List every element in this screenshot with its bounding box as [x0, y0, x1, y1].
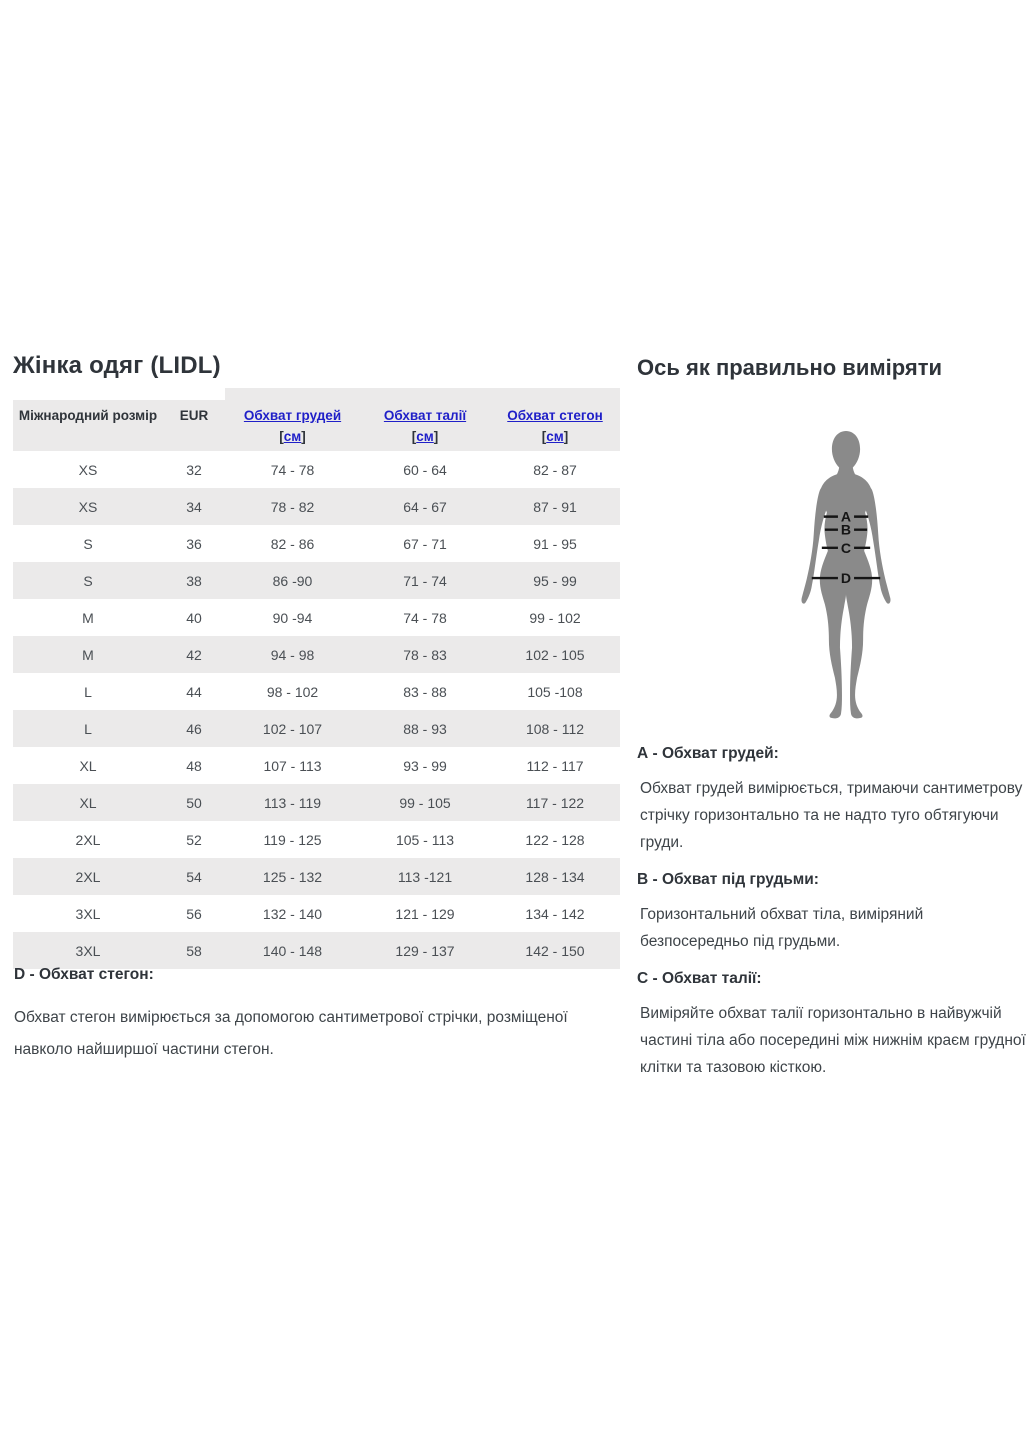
table-cell: M: [13, 636, 163, 673]
table-cell: 95 - 99: [490, 562, 620, 599]
table-row: [13, 784, 620, 821]
table-cell: 74 - 78: [403, 609, 447, 626]
size-table: [13, 400, 620, 969]
table-header-step: [225, 388, 620, 400]
table-cell: M: [82, 609, 94, 626]
table-cell: 64 - 67: [360, 488, 490, 525]
table-cell: 119 - 125: [263, 831, 322, 848]
table-row: [13, 858, 620, 895]
chest-unit-link[interactable]: см: [283, 429, 302, 444]
table-cell: 52: [186, 831, 202, 848]
header-eur: EUR: [163, 400, 225, 451]
table-cell: 32: [186, 461, 202, 478]
table-cell: 107 - 113: [263, 757, 322, 774]
table-cell: 142 - 150: [490, 932, 620, 969]
table-cell: 78 - 83: [360, 636, 490, 673]
section-c-heading: С - Обхват талії:: [637, 970, 762, 987]
hips-note-text: Обхват стегон вимірюється за допомогою сантиметрової стрічки, розміщеної навколо найширшої частини стегон.: [14, 1009, 568, 1058]
table-cell: 40: [186, 609, 202, 626]
hips-link[interactable]: Обхват стегон: [507, 408, 603, 423]
section-a-heading: А - Обхват грудей:: [637, 745, 779, 762]
header-chest: [225, 400, 360, 451]
section-b-text: Горизонтальний обхват тіла, виміряний безпосередньо під грудьми.: [640, 906, 924, 950]
table-row: [13, 488, 620, 525]
table-cell: 2XL: [13, 858, 163, 895]
table-cell: 102 - 105: [490, 636, 620, 673]
table-cell: 67 - 71: [403, 535, 447, 552]
table-cell: 108 - 112: [490, 710, 620, 747]
table-cell: S: [83, 535, 93, 552]
size-table-container: [13, 388, 620, 969]
table-cell: 46: [163, 710, 225, 747]
table-cell: 42: [163, 636, 225, 673]
table-cell: XL: [79, 757, 97, 774]
table-cell: 122 - 128: [525, 831, 585, 848]
size-table-body: [13, 451, 620, 969]
table-cell: 105 - 113: [395, 831, 455, 848]
table-cell: 94 - 98: [225, 636, 360, 673]
table-cell: 87 - 91: [490, 488, 620, 525]
table-cell: 125 - 132: [225, 858, 360, 895]
table-cell: 102 - 107: [225, 710, 360, 747]
measure-instructions: [637, 744, 1029, 1095]
table-cell: 82 - 86: [270, 535, 315, 552]
table-cell: 71 - 74: [360, 562, 490, 599]
table-cell: 99 - 105: [360, 784, 490, 821]
table-cell: 34: [163, 488, 225, 525]
right-page-title: Ось як правильно виміряти: [637, 355, 943, 380]
table-cell: 36: [186, 535, 202, 552]
table-row: [13, 932, 620, 969]
table-cell: 60 - 64: [403, 461, 447, 478]
table-cell: 113 -121: [360, 858, 490, 895]
table-row: [13, 821, 620, 858]
table-cell: 140 - 148: [225, 932, 360, 969]
table-cell: 128 - 134: [490, 858, 620, 895]
table-row: [13, 599, 620, 636]
table-cell: L: [13, 710, 163, 747]
table-cell: 50: [163, 784, 225, 821]
table-cell: XL: [13, 784, 163, 821]
hips-unit-link[interactable]: см: [546, 429, 564, 444]
table-cell: 83 - 88: [403, 683, 447, 700]
section-a-text: Обхват грудей вимірюється, тримаючи сантиметрову стрічку горизонтально та не надто туго обтягуючи груди.: [640, 780, 1023, 851]
chest-link[interactable]: Обхват грудей: [243, 408, 342, 423]
table-cell: 48: [186, 757, 202, 774]
table-row: [13, 451, 620, 488]
table-cell: L: [84, 683, 92, 700]
table-cell: 58: [163, 932, 225, 969]
section-b-heading: В - Обхват під грудьми:: [637, 871, 819, 888]
label-c: C: [840, 539, 852, 556]
table-cell: 98 - 102: [266, 683, 319, 700]
table-cell: 54: [163, 858, 225, 895]
table-row: [13, 525, 620, 562]
table-cell: 78 - 82: [225, 488, 360, 525]
header-hips: [490, 400, 620, 451]
table-header-row: [13, 400, 620, 451]
table-cell: 132 - 140: [262, 905, 323, 922]
table-cell: XS: [13, 488, 163, 525]
measurement-figure: [788, 428, 904, 720]
label-a: A: [840, 508, 852, 525]
table-cell: 56: [186, 905, 202, 922]
table-cell: 38: [163, 562, 225, 599]
table-cell: 82 - 87: [533, 461, 577, 478]
table-row: [13, 710, 620, 747]
label-b: B: [840, 521, 852, 538]
table-cell: 90 -94: [272, 609, 313, 626]
table-cell: 99 - 102: [529, 609, 581, 626]
table-row: [13, 562, 620, 599]
table-cell: 129 - 137: [360, 932, 490, 969]
header-waist: [360, 400, 490, 451]
table-row: [13, 895, 620, 932]
table-cell: 113 - 119: [225, 784, 360, 821]
body-silhouette-image: [788, 428, 904, 720]
table-cell: 3XL: [13, 932, 163, 969]
table-cell: S: [13, 562, 163, 599]
table-cell: XS: [78, 461, 98, 478]
hips-unit: [см]: [541, 429, 569, 444]
table-cell: 112 - 117: [526, 757, 584, 774]
waist-unit-link[interactable]: см: [416, 429, 434, 444]
table-row: [13, 673, 620, 710]
hips-note-heading: D - Обхват стегон:: [14, 966, 154, 983]
chest-unit: [см]: [279, 429, 306, 444]
table-cell: 93 - 99: [403, 757, 447, 774]
section-c-text: Виміряйте обхват талії горизонтально в найвужчій частині тіла або посередині між нижнім краєм грудної клітки та тазовою кісткою.: [640, 1005, 1026, 1076]
waist-unit: [см]: [411, 429, 439, 444]
table-row: [13, 747, 620, 784]
table-cell: 86 -90: [225, 562, 360, 599]
label-d: D: [840, 570, 852, 587]
table-row: [13, 636, 620, 673]
header-intl-size: Міжнародний розмір: [13, 400, 163, 451]
table-cell: 44: [186, 683, 202, 700]
waist-link[interactable]: Обхват талії: [383, 408, 467, 423]
table-cell: 134 - 142: [525, 905, 585, 922]
table-cell: 3XL: [75, 905, 101, 922]
table-cell: 2XL: [75, 831, 101, 848]
table-cell: 117 - 122: [490, 784, 620, 821]
table-cell: 121 - 129: [395, 905, 455, 922]
left-page-title: Жінка одяг (LIDL): [13, 352, 221, 379]
table-cell: 88 - 93: [360, 710, 490, 747]
table-cell: 105 -108: [527, 683, 583, 700]
table-cell: 91 - 95: [533, 535, 577, 552]
table-cell: 74 - 78: [270, 461, 315, 478]
